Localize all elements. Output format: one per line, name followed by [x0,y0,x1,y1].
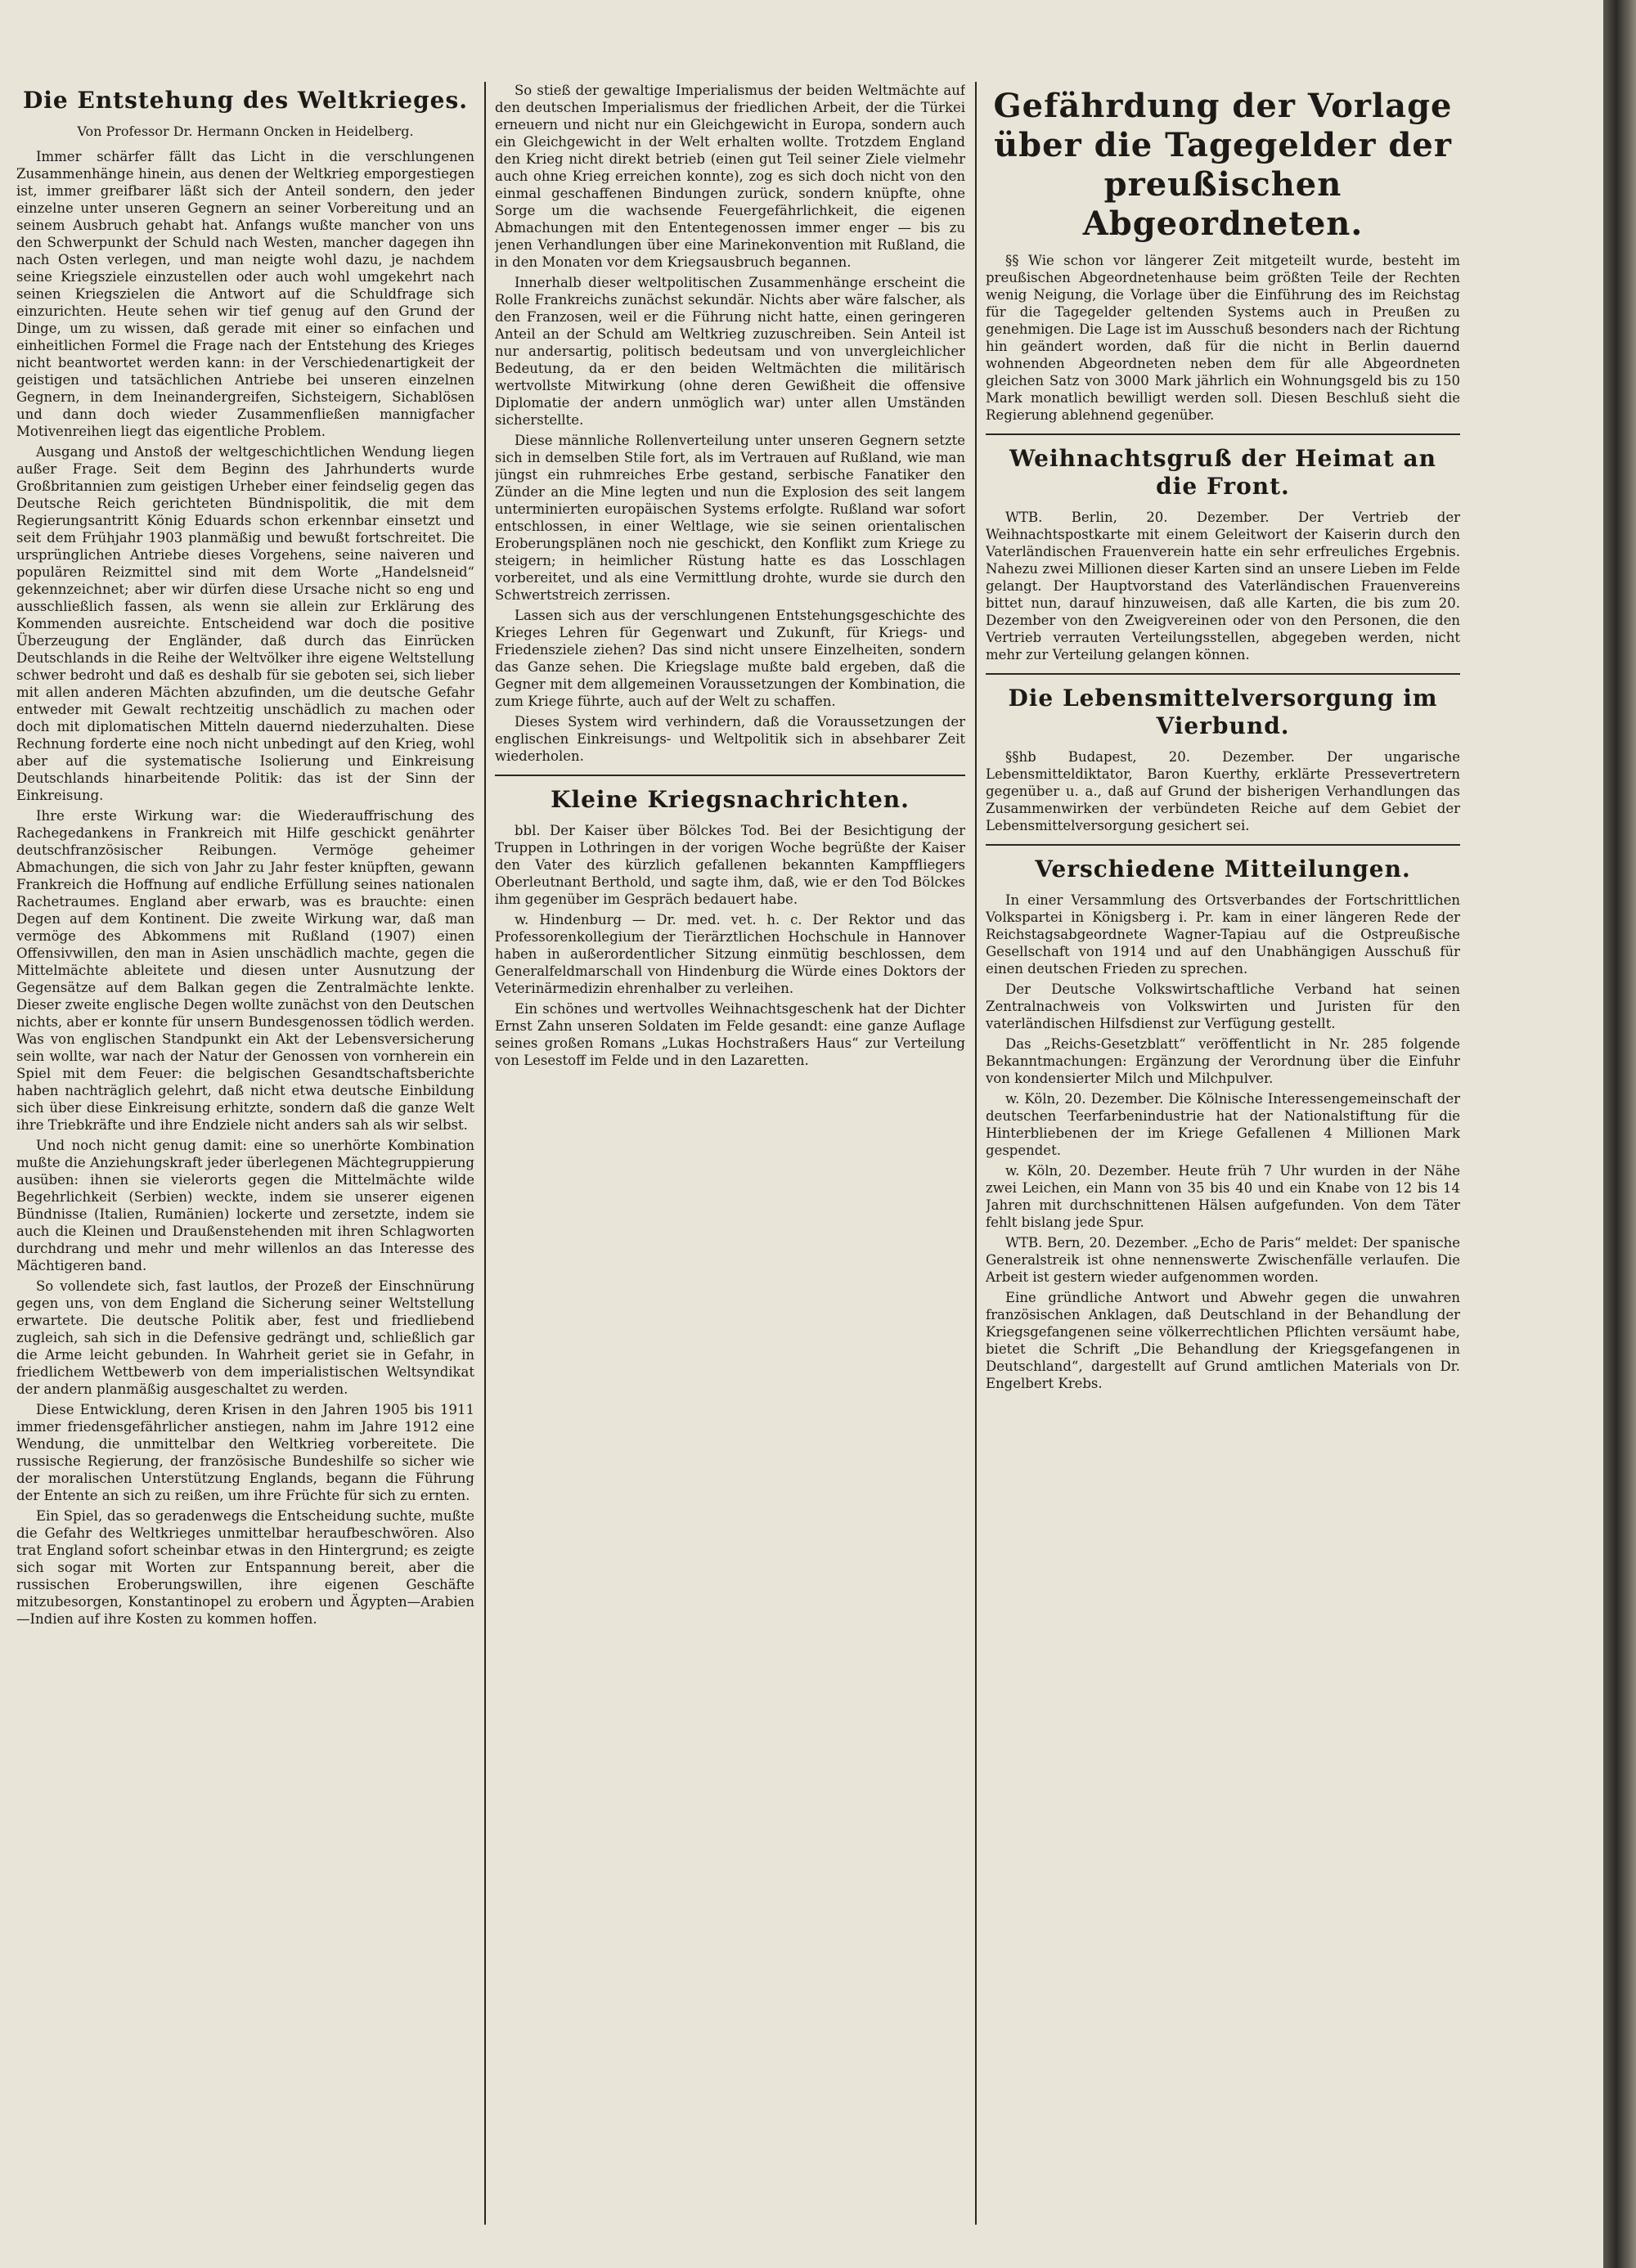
paragraph: Diese männliche Rollenverteilung unter unseren Gegnern setzte sich in demselben Stile fort, als im Vertrauen auf Rußland, wie man jüngst ein ruhmreiches Erbe gestand, serbische Fanatiker den Zünder an die Mine legten und nun die Explosion des seit langem unterminierten europäischen Systems erfolgte. Rußland war sofort entschlossen, in einer Weltlage, wie sie seinen orientalischen Eroberungsplänen noch nie geschickt, den Konflikt zum Kriege zu steigern; in heimlicher Rüstung hatte es das Losschlagen vorbereitet, und als eine Vermittlung drohte, wurde sie durch den Schwertstreich zerrissen. [495,433,965,603]
column-middle [495,82,965,2225]
paragraph: WTB. Berlin, 20. Dezember. Der Vertrieb der Weihnachtspostkarte mit einem Geleitwort der Kaiserin durch den Vaterländischen Frauenverein hatte ein sehr erfreuliches Ergebnis. Nahezu zwei Millionen dieser Karten sind an unsere Lieben im Felde gelangt. Der Hauptvorstand des Vaterländischen Frauenvereins bittet nun, darauf hinzuweisen, daß alle Karten, die bis zum 20. Dezember von den Zweigvereinen oder von den Personen, die den Vertrieb verrauten Verteilungsstellen, abgegeben werden, nicht mehr zur Verteilung gelangen können. [986,510,1460,662]
section-title-weihnachtsgruss: Weihnachtsgruß der Heimat an die Front. [1009,445,1437,500]
note-item: w. Köln, 20. Dezember. Heute früh 7 Uhr wurden in der Nähe zwei Leichen, ein Mann von 35 bis 40 und ein Knabe von 12 bis 14 Jahren mit durchschnittenen Hälsen aufgefunden. Von dem Täter fehlt bislang jede Spur. [986,1163,1460,1230]
paragraph: Lassen sich aus der verschlungenen Entstehungsgeschichte des Krieges Lehren für Gegenwart und Zukunft, für Kriegs- und Friedensziele ziehen? Das sind nicht unsere Einzelheiten, sondern das Ganze sehen. Die Kriegslage mußte bald ergeben, daß die Gegner mit dem allgemeinen Voraussetzungen der Kombination, die zum Kriege führte, auch auf der Welt zu schaffen. [495,608,965,709]
paragraph: Ausgang und Anstoß der weltgeschichtlichen Wendung liegen außer Frage. Seit dem Beginn des Jahrhunderts wurde Großbritannien zum geistigen Urheber einer feindselig gegen das Deutsche Reich gerichteten Bündnispolitik, die mit dem Regierungsantritt König Eduards schon erkennbar einsetzt und seit dem Frühjahr 1903 planmäßig und bewußt fortschreitet. Die ursprünglichen Antriebe dieses Vorgehens, seine naiveren und populären Reizmittel sind mit dem Worte „Handelsneid“ gekennzeichnet; aber wir dürfen diese Ursache nicht so eng und ausschließlich fassen, als wenn sie allein zur Erklärung des Kommenden ausreichte. Entscheidend war doch die positive Überzeugung der Engländer, daß durch das Einrücken Deutschlands in die Reihe der Weltvölker ihre eigene Weltstellung schwer bedroht und daß es deshalb für sie geboten sei, sich lieber mit allen anderen Mächten abzufinden, um die deutsche Gefahr entweder mit Gewalt rechtzeitig unschädlich zu machen oder doch mit diplomatischen Mitteln dauernd niederzuhalten. Diese Rechnung forderte eine noch nicht unbedingt auf den Krieg, wohl aber auf die systematische Isolierung und Einkreisung Deutschlands hinarbeitende Politik: das ist der Sinn der Einkreisung. [16,444,474,803]
article-byline: Von Professor Dr. Hermann Oncken in Heidelberg. [77,124,414,139]
section-title-lebensmittel: Die Lebensmittelversorgung im Vierbund. [1008,685,1438,739]
paragraph: So stieß der gewaltige Imperialismus der beiden Weltmächte auf den deutschen Imperialismus der friedlichen Arbeit, der die Türkei erneuern und nicht nur ein Gleichgewicht in Europa, sondern auch ein Gleichgewicht in der Welt erhalten wollte. Trotzdem England den Krieg nicht direkt betrieb (einen gut Teil seiner Ziele vielmehr auch ohne Krieg erreichen konnte), zog es sich doch nicht von den einmal geschaffenen Bindungen zurück, sondern knüpfte, ohne Sorge um die wachsende Feuergefährlichkeit, die eigenen Abmachungen mit den Ententegenossen immer enger — bis zu jenen Verhandlungen über eine Marinekonvention mit Rußland, die in den Monaten vor dem Kriegsausbruch begannen. [495,83,965,270]
news-item: bbl. Der Kaiser über Bölckes Tod. Bei der Besichtigung der Truppen in Lothringen in der vorigen Woche begrüßte der Kaiser den Vater des kürzlich gefallenen bekannten Kampffliegers Oberleutnant Berthold, und sagte ihm, daß, wie er den Tod Bölckes ihm gegenüber im Gespräch bedauert habe. [495,823,965,907]
separator [986,844,1460,846]
paragraph: §§hb Budapest, 20. Dezember. Der ungarische Lebensmitteldiktator, Baron Kuerthy, erklärte Pressevertretern gegenüber u. a., daß auf Grund der bisherigen Verhandlungen das Zusammenwirken der verbündeten Reiche auf dem Gebiet der Lebensmittelversorgung gesichert sei. [986,749,1460,833]
note-item: Der Deutsche Volkswirtschaftliche Verband hat seinen Zentralnachweis von Volkswirten und Juristen für den vaterländischen Hilfsdienst zur Verfügung gestellt. [986,981,1460,1031]
news-item: Ein schönes und wertvolles Weihnachtsgeschenk hat der Dichter Ernst Zahn unseren Soldaten im Felde gesandt: eine ganze Auflage seines großen Romans „Lukas Hochstraßers Haus“ zur Verteilung von Lesestoff im Felde und in den Lazaretten. [495,1001,965,1068]
note-item: Eine gründliche Antwort und Abwehr gegen die unwahren französischen Anklagen, daß Deutschland in der Behandlung der Kriegsgefangenen seine völkerrechtlichen Pflichten versäumt habe, bietet die Schrift „Die Behandlung der Kriegsgefangenen in Deutschland“, dargestellt auf Grund amtlichen Materials von Dr. Engelbert Krebs. [986,1290,1460,1391]
note-item: Das „Reichs-Gesetzblatt“ veröffentlicht in Nr. 285 folgende Bekanntmachungen: Ergänzung der Verordnung über die Einfuhr von kondensierter Milch und Milchpulver. [986,1036,1460,1086]
article-title-left: Die Entstehung des Weltkrieges. [23,87,468,114]
paragraph: Innerhalb dieser weltpolitischen Zusammenhänge erscheint die Rolle Frankreichs zunächst sekundär. Nichts aber wäre falscher, als den Franzosen, weil er die Führung nicht hatte, einen geringeren Anteil an der Schuld am Weltkrieg zuzuschreiben. Sein Anteil ist nur andersartig, politisch bedeutsam und von unvergleichlicher Bedeutung, da er den beiden Weltmächten die militärisch wertvollste Mitwirkung (ohne deren Gewißheit die offensive Diplomatie der andern unmöglich war) unter allen Umständen sicherstellte. [495,275,965,428]
paragraph: Und noch nicht genug damit: eine so unerhörte Kombination mußte die Anziehungskraft jeder überlegenen Mächtegruppierung ausüben: ihnen sie vielerorts gegen die Mittelmächte wilde Begehrlichkeit (Serbien) weckte, indem sie unserer eigenen Bündnisse (Italien, Rumänien) lockerte und zersetzte, indem sie auch die Kleinen und Draußenstehenden mit ihren Schlagworten durchdrang und mehr und mehr willenlos an das Interesse des Mächtigeren band. [16,1138,474,1273]
note-item: In einer Versammlung des Ortsverbandes der Fortschrittlichen Volkspartei in Königsberg i. Pr. kam in einer längeren Rede der Reichstagsabgeordnete Wagner-Tapiau auf die Ostpreußische Gesellschaft von 1914 und auf den Unabhängigen Ausschuß für einen deutschen Frieden zu sprechen. [986,892,1460,977]
news-item: w. Hindenburg — Dr. med. vet. h. c. Der Rektor und das Professorenkollegium der Tierärztlichen Hochschule in Hannover haben in außerordentlicher Sitzung einmütig beschlossen, dem Generalfeldmarschall von Hindenburg die Würde eines Doktors der Veterinärmedizin ehrenhalber zu verleihen. [495,912,965,996]
paragraph: Immer schärfer fällt das Licht in die verschlungenen Zusammenhänge hinein, aus denen der Weltkrieg emporgestiegen ist, immer greifbarer läßt sich der Anteil sondern, den jeder einzelne unter unseren Gegnern an seiner Vorbereitung und an seinem Ausbruch gehabt hat. Anfangs wußte mancher von uns den Schwerpunkt der Schuld nach Westen, mancher dagegen ihn nach Osten verlegen, und man neigte wohl dazu, je nachdem seine Kriegsziele einzustellen oder auch wohl umgekehrt nach seinen Kriegszielen die Antwort auf die Schuldfrage sich einzurichten. Heute sehen wir tief genug auf den Grund der Dinge, um zu wissen, daß gerade mit einer so einfachen und einheitlichen Formel die Frage nach der Entstehung des Krieges nicht beantwortet werden kann: in der Verschiedenartigkeit der geistigen und tatsächlichen Antriebe bei unseren einzelnen Gegnern, in dem Ineinandergreifen, Sichsteigern, Sichablösen und dann doch wieder Zusammenfließen mannigfacher Motivenreihen liegt das eigentliche Problem. [16,149,474,439]
column-left [16,82,474,2225]
column-divider [484,82,486,2225]
separator [495,775,965,776]
article-title-right: Gefährdung der Vorlage über die Tagegelder der preußischen Abgeordneten. [993,87,1453,243]
note-item: w. Köln, 20. Dezember. Die Kölnische Interessengemeinschaft der deutschen Teerfarbenindustrie hat der Nationalstiftung für die Hinterbliebenen der im Kriege Gefallenen 4 Millionen Mark gespendet. [986,1091,1460,1158]
separator [986,673,1460,675]
section-title-mitteilungen: Verschiedene Mitteilungen. [1035,856,1411,882]
binding-edge [1603,0,1636,2268]
paragraph: So vollendete sich, fast lautlos, der Prozeß der Einschnürung gegen uns, von dem England die Sicherung seiner Weltstellung erwartete. Die deutsche Politik aber, fest und friedliebend zugleich, sah sich in die Defensive gedrängt und, schließlich gar die Arme leicht gebunden. In Wahrheit geriet sie in Gefahr, in friedlichem Wettbewerb von dem imperialistischen Weltsyndikat der andern planmäßig ausgeschaltet zu werden. [16,1278,474,1397]
note-item: WTB. Bern, 20. Dezember. „Echo de Paris“ meldet: Der spanische Generalstreik ist ohne nennenswerte Zwischenfälle verlaufen. Die Arbeit ist gestern wieder aufgenommen worden. [986,1235,1460,1285]
paragraph: Ihre erste Wirkung war: die Wiederauffrischung des Rachegedankens in Frankreich mit Hilfe geschickt genährter deutschfranzösischer Reibungen. Vermöge geheimer Abmachungen, die sich von Jahr zu Jahr fester knüpften, gewann Frankreich die Hoffnung auf endliche Erfüllung seines nationalen Rachetraumes. England aber erwarb, was es brauchte: einen Degen auf dem Kontinent. Die zweite Wirkung war, daß man vermöge des Abkommens mit Rußland (1907) einen Offensivwillen, den man in Asien unschädlich machte, gegen die Mittelmächte ableitete und diesen unter Ausnutzung der Gegensätze auf dem Balkan gegen die Zentralmächte lenkte. Dieser zweite englische Degen wollte zunächst von den Deutschen nichts, aber er konnte für unsern Bundesgenossen tödlich werden. Was von englischen Standpunkt ein Akt der Lebensversicherung sein wollte, war nach der Natur der Genossen von vornherein ein Spiel mit dem Feuer: die belgischen Gesandtschaftsberichte haben nachträglich gelehrt, daß nicht etwa deutsche Einbildung sich über diese Einkreisung erhitzte, sondern daß die ganze Welt ihre Triebkräfte und ihre Endziele nicht anders sah als wir selbst. [16,808,474,1133]
paragraph: Ein Spiel, das so geradenwegs die Entscheidung suchte, mußte die Gefahr des Weltkrieges unmittelbar heraufbeschwören. Also trat England sofort scheinbar etwas in den Hintergrund; es zeigte sich sogar mit Worten zur Entspannung bereit, aber die russischen Eroberungswillen, ihre eigenen Geschäfte mitzubesorgen, Konstantinopel zu erobern und Ägypten—Arabien—Indien auf ihre Kosten zu kommen hoffen. [16,1508,474,1627]
paragraph: §§ Wie schon vor längerer Zeit mitgeteilt wurde, besteht im preußischen Abgeordnetenhause beim größten Teile der Rechten wenig Neigung, die Vorlage über die Einführung des im Reichstag für die Tagegelder geltenden Systems auch in Preußen zu genehmigen. Die Lage ist im Ausschuß besonders nach der Richtung hin geändert worden, daß für die nicht in Berlin dauernd wohnenden Abgeordneten neben dem für alle Abgeordneten gleichen Satz von 3000 Mark jährlich ein Wohnungsgeld bis zu 150 Mark monatlich bewilligt werden soll. Diesen Beschluß sieht die Regierung ablehnend gegenüber. [986,253,1460,423]
paragraph: Diese Entwicklung, deren Krisen in den Jahren 1905 bis 1911 immer friedensgefährlicher anstiegen, nahm im Jahre 1912 eine Wendung, die unmittelbar den Weltkrieg vorbereitete. Die russische Regierung, der französische Bundeshilfe so sicher wie der moralischen Unterstützung Englands, begann die Führung der Entente an sich zu reißen, um ihre Früchte für sich zu ernten. [16,1402,474,1503]
separator [986,433,1460,435]
paragraph: Dieses System wird verhindern, daß die Voraussetzungen der englischen Einkreisungs- und Weltpolitik sich in absehbarer Zeit wiederholen. [495,714,965,764]
section-title-news: Kleine Kriegsnachrichten. [551,786,910,813]
column-divider [975,82,977,2225]
column-right [986,82,1460,2225]
